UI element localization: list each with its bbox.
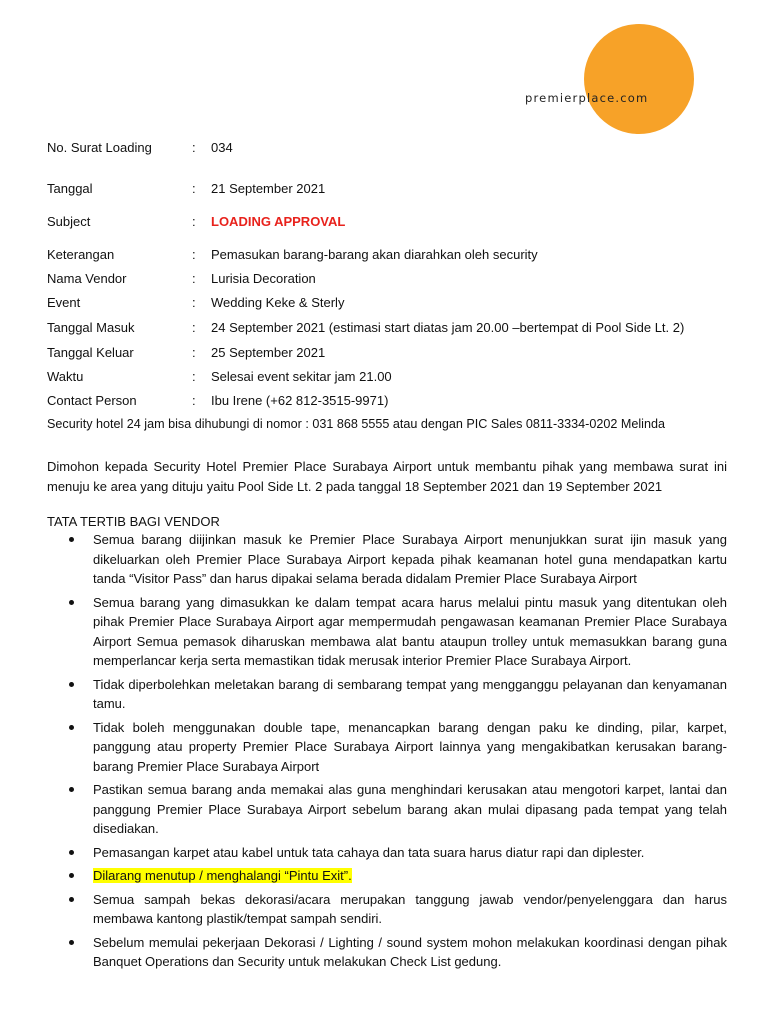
rules-heading: TATA TERTIB BAGI VENDOR: [47, 514, 220, 529]
bullet-icon: [69, 537, 74, 542]
field-value: 21 September 2021: [211, 181, 326, 196]
rule-text: Pemasangan karpet atau kabel untuk tata cahaya dan tata suara harus diatur rapi dan diplester.: [93, 844, 645, 860]
field-value: Selesai event sekitar jam 21.00: [211, 369, 392, 384]
bullet-icon: [69, 850, 74, 855]
field-colon: :: [192, 369, 196, 384]
logo-circle: [584, 24, 694, 134]
field-value: 24 September 2021 (estimasi start diatas jam 20.00 –bertempat di Pool Side Lt. 2): [211, 320, 685, 335]
field-label: Subject: [47, 214, 91, 229]
bullet-icon: [69, 873, 74, 878]
rule-text: Pastikan semua barang anda memakai alas guna menghindari kerusakan atau mengotori karpet, lantai dan panggung Premier Place Surabaya Airport sebelum barang akan mulai dipasang pada tempat yang telah disediakan.: [93, 782, 727, 836]
list-item: [47, 890, 727, 929]
bullet-icon: [69, 897, 74, 902]
field-label: Nama Vendor: [47, 271, 127, 286]
rule-text: Sebelum memulai pekerjaan Dekorasi / Lighting / sound system mohon melakukan koordinasi dengan pihak Banquet Operations dan Security untuk melakukan Check List gedung.: [93, 934, 727, 969]
security-line: Security hotel 24 jam bisa dihubungi di nomor : 031 868 5555 atau dengan PIC Sales 0811-3334-0202 Melinda: [47, 417, 665, 431]
field-value: Wedding Keke & Sterly: [211, 295, 345, 310]
list-item: [47, 530, 727, 589]
list-item: [47, 933, 727, 972]
field-colon: :: [192, 393, 196, 408]
field-event: [47, 293, 727, 313]
bullet-icon: [69, 940, 74, 945]
field-value: 034: [211, 140, 233, 155]
field-keterangan: [47, 245, 727, 265]
field-nama-vendor: [47, 269, 727, 289]
field-value: Lurisia Decoration: [211, 271, 316, 286]
field-colon: :: [192, 181, 196, 196]
field-label: Tanggal: [47, 181, 93, 196]
rule-text: Tidak diperbolehkan meletakan barang di sembarang tempat yang mengganggu pelayanan dan kenyamanan tamu.: [93, 676, 727, 711]
list-item: [47, 866, 727, 886]
field-colon: :: [192, 140, 196, 155]
logo-text: premierplace.com: [525, 91, 649, 105]
field-value: Pemasukan barang-barang akan diarahkan oleh security: [211, 247, 538, 262]
field-colon: :: [192, 320, 196, 335]
field-colon: :: [192, 345, 196, 360]
field-label: Keterangan: [47, 247, 115, 262]
bullet-icon: [69, 725, 74, 730]
field-colon: :: [192, 247, 196, 262]
list-item: [47, 675, 727, 714]
field-label: Tanggal Masuk: [47, 320, 135, 335]
field-label: Tanggal Keluar: [47, 345, 134, 360]
rule-text: Semua barang yang dimasukkan ke dalam tempat acara harus melalui pintu masuk yang ditentukan oleh pihak Premier Place Surabaya Airport agar mempermudah pengawasan keamanan Premier Place Surabaya Airport Semua pemasok diharuskan membawa alat bantu ataupun trolley untuk memasukkan barang guna memperlancar kerja serta memastikan tidak merusak interior Premier Place Surabaya Airport.: [93, 594, 727, 668]
field-label: Event: [47, 295, 81, 310]
field-colon: :: [192, 214, 196, 229]
rule-text: Tidak boleh menggunakan double tape, menancapkan barang dengan paku ke dinding, pilar, karpet, panggung atau property Premier Place Surabaya Airport lainnya yang mengakibatkan kerusakan barang-barang Premier Place Surabaya Airport: [93, 719, 727, 774]
field-colon: :: [192, 295, 196, 310]
field-waktu: [47, 367, 727, 387]
field-tanggal: [47, 179, 727, 199]
request-paragraph: Dimohon kepada Security Hotel Premier Place Surabaya Airport untuk membantu pihak yang membawa surat ini menuju ke area yang dituju yaitu Pool Side Lt. 2 pada tanggal 18 September 2021 dan 19 September 2021: [47, 459, 727, 494]
field-contact-person: [47, 391, 727, 411]
rule-text: Semua barang diijinkan masuk ke Premier Place Surabaya Airport menunjukkan surat ijin masuk yang dikeluarkan oleh Premier Place Surabaya Airport kepada pihak keamanan hotel guna mendapatkan kartu tanda “Visitor Pass” dan harus dipakai selama berada didalam Premier Place Surabaya Airport: [93, 532, 727, 586]
rule-text: Semua sampah bekas dekorasi/acara merupakan tanggung jawab vendor/penyelenggara dan harus membawa kantong plastik/tempat sampah sendiri.: [93, 891, 727, 926]
field-tanggal-keluar: [47, 343, 727, 363]
field-label: Contact Person: [47, 393, 137, 408]
list-item: [47, 718, 727, 777]
list-item: [47, 843, 727, 863]
field-colon: :: [192, 271, 196, 286]
list-item: [47, 593, 727, 671]
bullet-icon: [69, 600, 74, 605]
rules-list: [47, 530, 727, 976]
field-tanggal-masuk: [47, 318, 727, 338]
field-value: Ibu Irene (+62 812-3515-9971): [211, 393, 389, 408]
field-subject: [47, 212, 727, 232]
list-item: [47, 780, 727, 839]
field-value: 25 September 2021: [211, 345, 326, 360]
field-label: No. Surat Loading: [47, 140, 152, 155]
highlighted-rule-text: Dilarang menutup / menghalangi “Pintu Exit”.: [93, 868, 352, 883]
bullet-icon: [69, 787, 74, 792]
subject-value: LOADING APPROVAL: [211, 214, 346, 229]
field-no-surat: [47, 138, 727, 158]
field-label: Waktu: [47, 369, 84, 384]
bullet-icon: [69, 682, 74, 687]
